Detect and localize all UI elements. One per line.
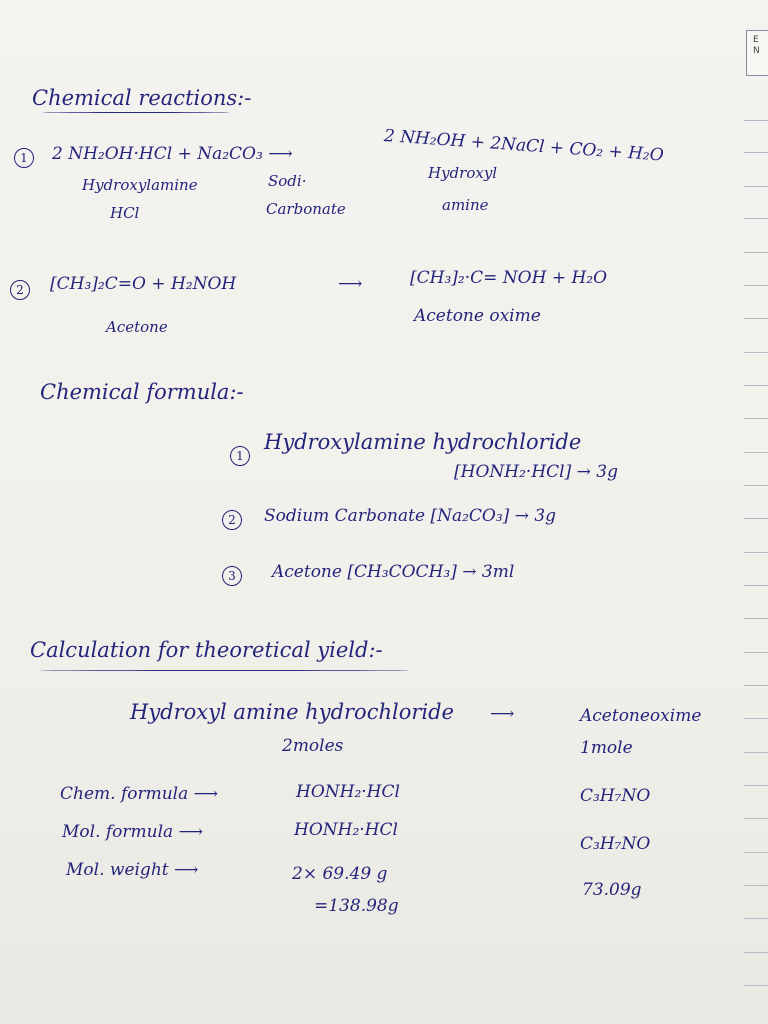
formula-2-number: 2 (222, 510, 242, 530)
calc-total: =138.98g (314, 896, 399, 916)
reaction-2-left: [CH₃]₂C=O + H₂NOH (50, 274, 237, 294)
calc-row-left: HONH₂·HCl (294, 820, 398, 840)
calc-product: Acetoneoxime (580, 706, 702, 726)
calc-row-left: 2× 69.49 g (292, 864, 388, 884)
reaction-2-right: [CH₃]₂·C= NOH + H₂O (410, 268, 608, 288)
reaction-2-label-acetone-oxime: Acetone oxime (414, 306, 541, 326)
calc-heading: Calculation for theoretical yield:- (30, 638, 383, 662)
calc-heading-underline (40, 670, 410, 671)
reactions-heading-underline (42, 112, 230, 113)
page-edge-lines (728, 0, 768, 1024)
reaction-2-arrow: ⟶ (338, 274, 363, 294)
formula-3-number: 3 (222, 566, 242, 586)
formula-2-text: Sodium Carbonate [Na₂CO₃] → 3g (264, 506, 557, 526)
calc-product-moles: 1mole (580, 738, 633, 758)
reaction-1-right: 2 NH₂OH + 2NaCl + CO₂ + H₂O (383, 126, 665, 166)
calc-row-right: C₃H₇NO (580, 834, 651, 854)
reaction-1-number: 1 (14, 148, 34, 168)
reaction-1-label-amine: amine (442, 196, 489, 214)
calc-reactant-moles: 2moles (282, 736, 344, 756)
reaction-1-label-carbonate: Carbonate (266, 200, 346, 218)
calc-row-left: HONH₂·HCl (296, 782, 400, 802)
calc-row-right: 73.09g (582, 880, 642, 900)
formula-3-text: Acetone [CH₃COCH₃] → 3ml (272, 562, 515, 582)
reaction-2-number: 2 (10, 280, 30, 300)
reactions-heading: Chemical reactions:- (32, 86, 252, 110)
reaction-1-label-hcl: HCl (110, 204, 140, 222)
calc-row-label: Mol. formula ⟶ (62, 822, 203, 842)
formula-heading: Chemical formula:- (40, 380, 244, 404)
formula-1-formula: [HONH₂·HCl] → 3g (454, 462, 618, 482)
reaction-2-label-acetone: Acetone (106, 318, 168, 336)
reaction-1-label-sodium: Sodi· (268, 172, 307, 190)
reaction-1-label-hydroxyl: Hydroxyl (428, 164, 498, 182)
formula-1-name: Hydroxylamine hydrochloride (264, 430, 582, 454)
calc-row-label: Mol. weight ⟶ (66, 860, 199, 880)
calc-row-right: C₃H₇NO (580, 786, 651, 806)
formula-1-number: 1 (230, 446, 250, 466)
reaction-1-left: 2 NH₂OH·HCl + Na₂CO₃ ⟶ (52, 144, 293, 164)
corner-tab: E N (746, 30, 768, 76)
calc-reactant-arrow: ⟶ (490, 704, 515, 724)
calc-reactant: Hydroxyl amine hydrochloride (130, 700, 454, 724)
calc-row-label: Chem. formula ⟶ (60, 784, 219, 804)
reaction-1-label-hydroxylamine: Hydroxylamine (82, 176, 198, 194)
